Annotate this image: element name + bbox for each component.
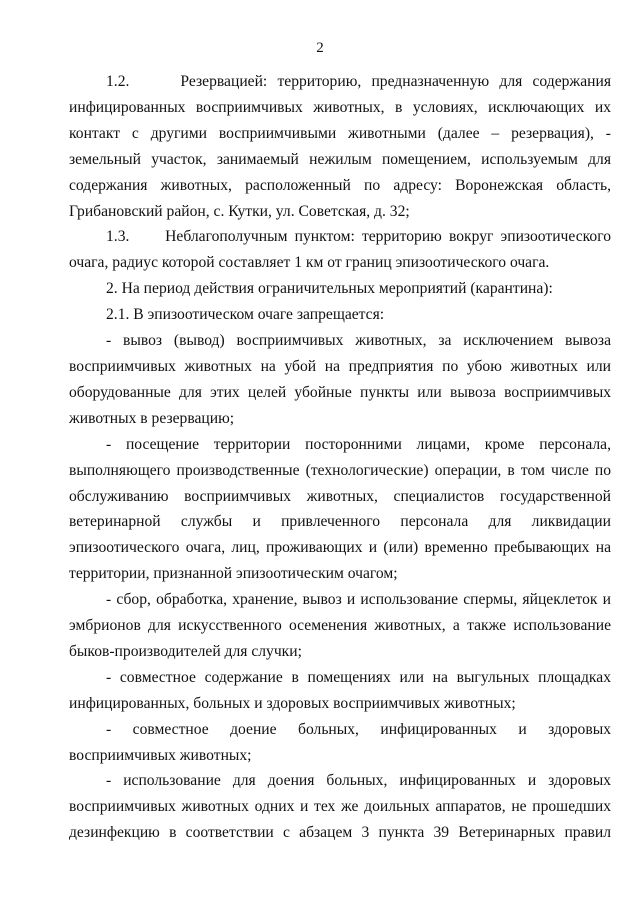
prohibition-item-joint-housing: - совместное содержание в помещениях или на выгульных площадках инфицированных, больных и здоровых восприимчивых животных;	[69, 668, 611, 712]
page-number: 2	[316, 40, 324, 56]
prohibition-item-animal-export: - вывоз (вывод) восприимчивых животных, за исключением вывоза восприимчивых животных на убой на предприятия по убою животных или оборудованные для этих целей убойные пункты или вывоза восприимчивых животных в резервацию;	[69, 332, 611, 427]
paragraph-1-2-reservation: 1.2. Резервацией: территорию, предназначенную для содержания инфицированных восприимчивых животных, в условиях, исключающих их контакт с другими восприимчивыми животными (далее – резервация), - земельный участок, занимаемый нежилым помещением, используемым для содержания животных, расположенный по адресу: Воронежская область, Грибановский район, с. Кутки, ул. Советская, д. 32;	[69, 73, 611, 220]
paragraph-2-quarantine-period: 2. На период действия ограничительных мероприятий (карантина):	[106, 280, 553, 298]
paragraph-2-1-prohibitions-heading: 2.1. В эпизоотическом очаге запрещается:	[106, 306, 385, 324]
prohibition-item-milking-equipment: - использование для доения больных, инфицированных и здоровых восприимчивых животных одних и тех же доильных аппаратов, не прошедших дезинфекцию в соответствии с абзацем 3 пункта 39 Ветеринарных правил	[69, 772, 611, 842]
paragraph-1-3-unfavorable-point: 1.3. Неблагополучным пунктом: территорию вокруг эпизоотического очага, радиус которой составляет 1 км от границ эпизоотического очага.	[69, 228, 611, 272]
document-body	[69, 69, 611, 846]
prohibition-item-semen-embryos: - сбор, обработка, хранение, вывоз и использование спермы, яйцеклеток и эмбрионов для искусственного осеменения животных, а также использование быков-производителей для случки;	[69, 591, 611, 660]
prohibition-item-joint-milking: - совместное доение больных, инфицированных и здоровых восприимчивых животных;	[69, 720, 611, 764]
prohibition-item-visits: - посещение территории посторонними лицами, кроме персонала, выполняющего производственные (технологические) операции, в том числе по обслуживанию восприимчивых животных, специалистов государственной ветеринарной службы и привлеченного персонала для ликвидации эпизоотического очага, лиц, проживающих и (или) временно пребывающих на территории, признанной эпизоотическим очагом;	[69, 435, 611, 583]
